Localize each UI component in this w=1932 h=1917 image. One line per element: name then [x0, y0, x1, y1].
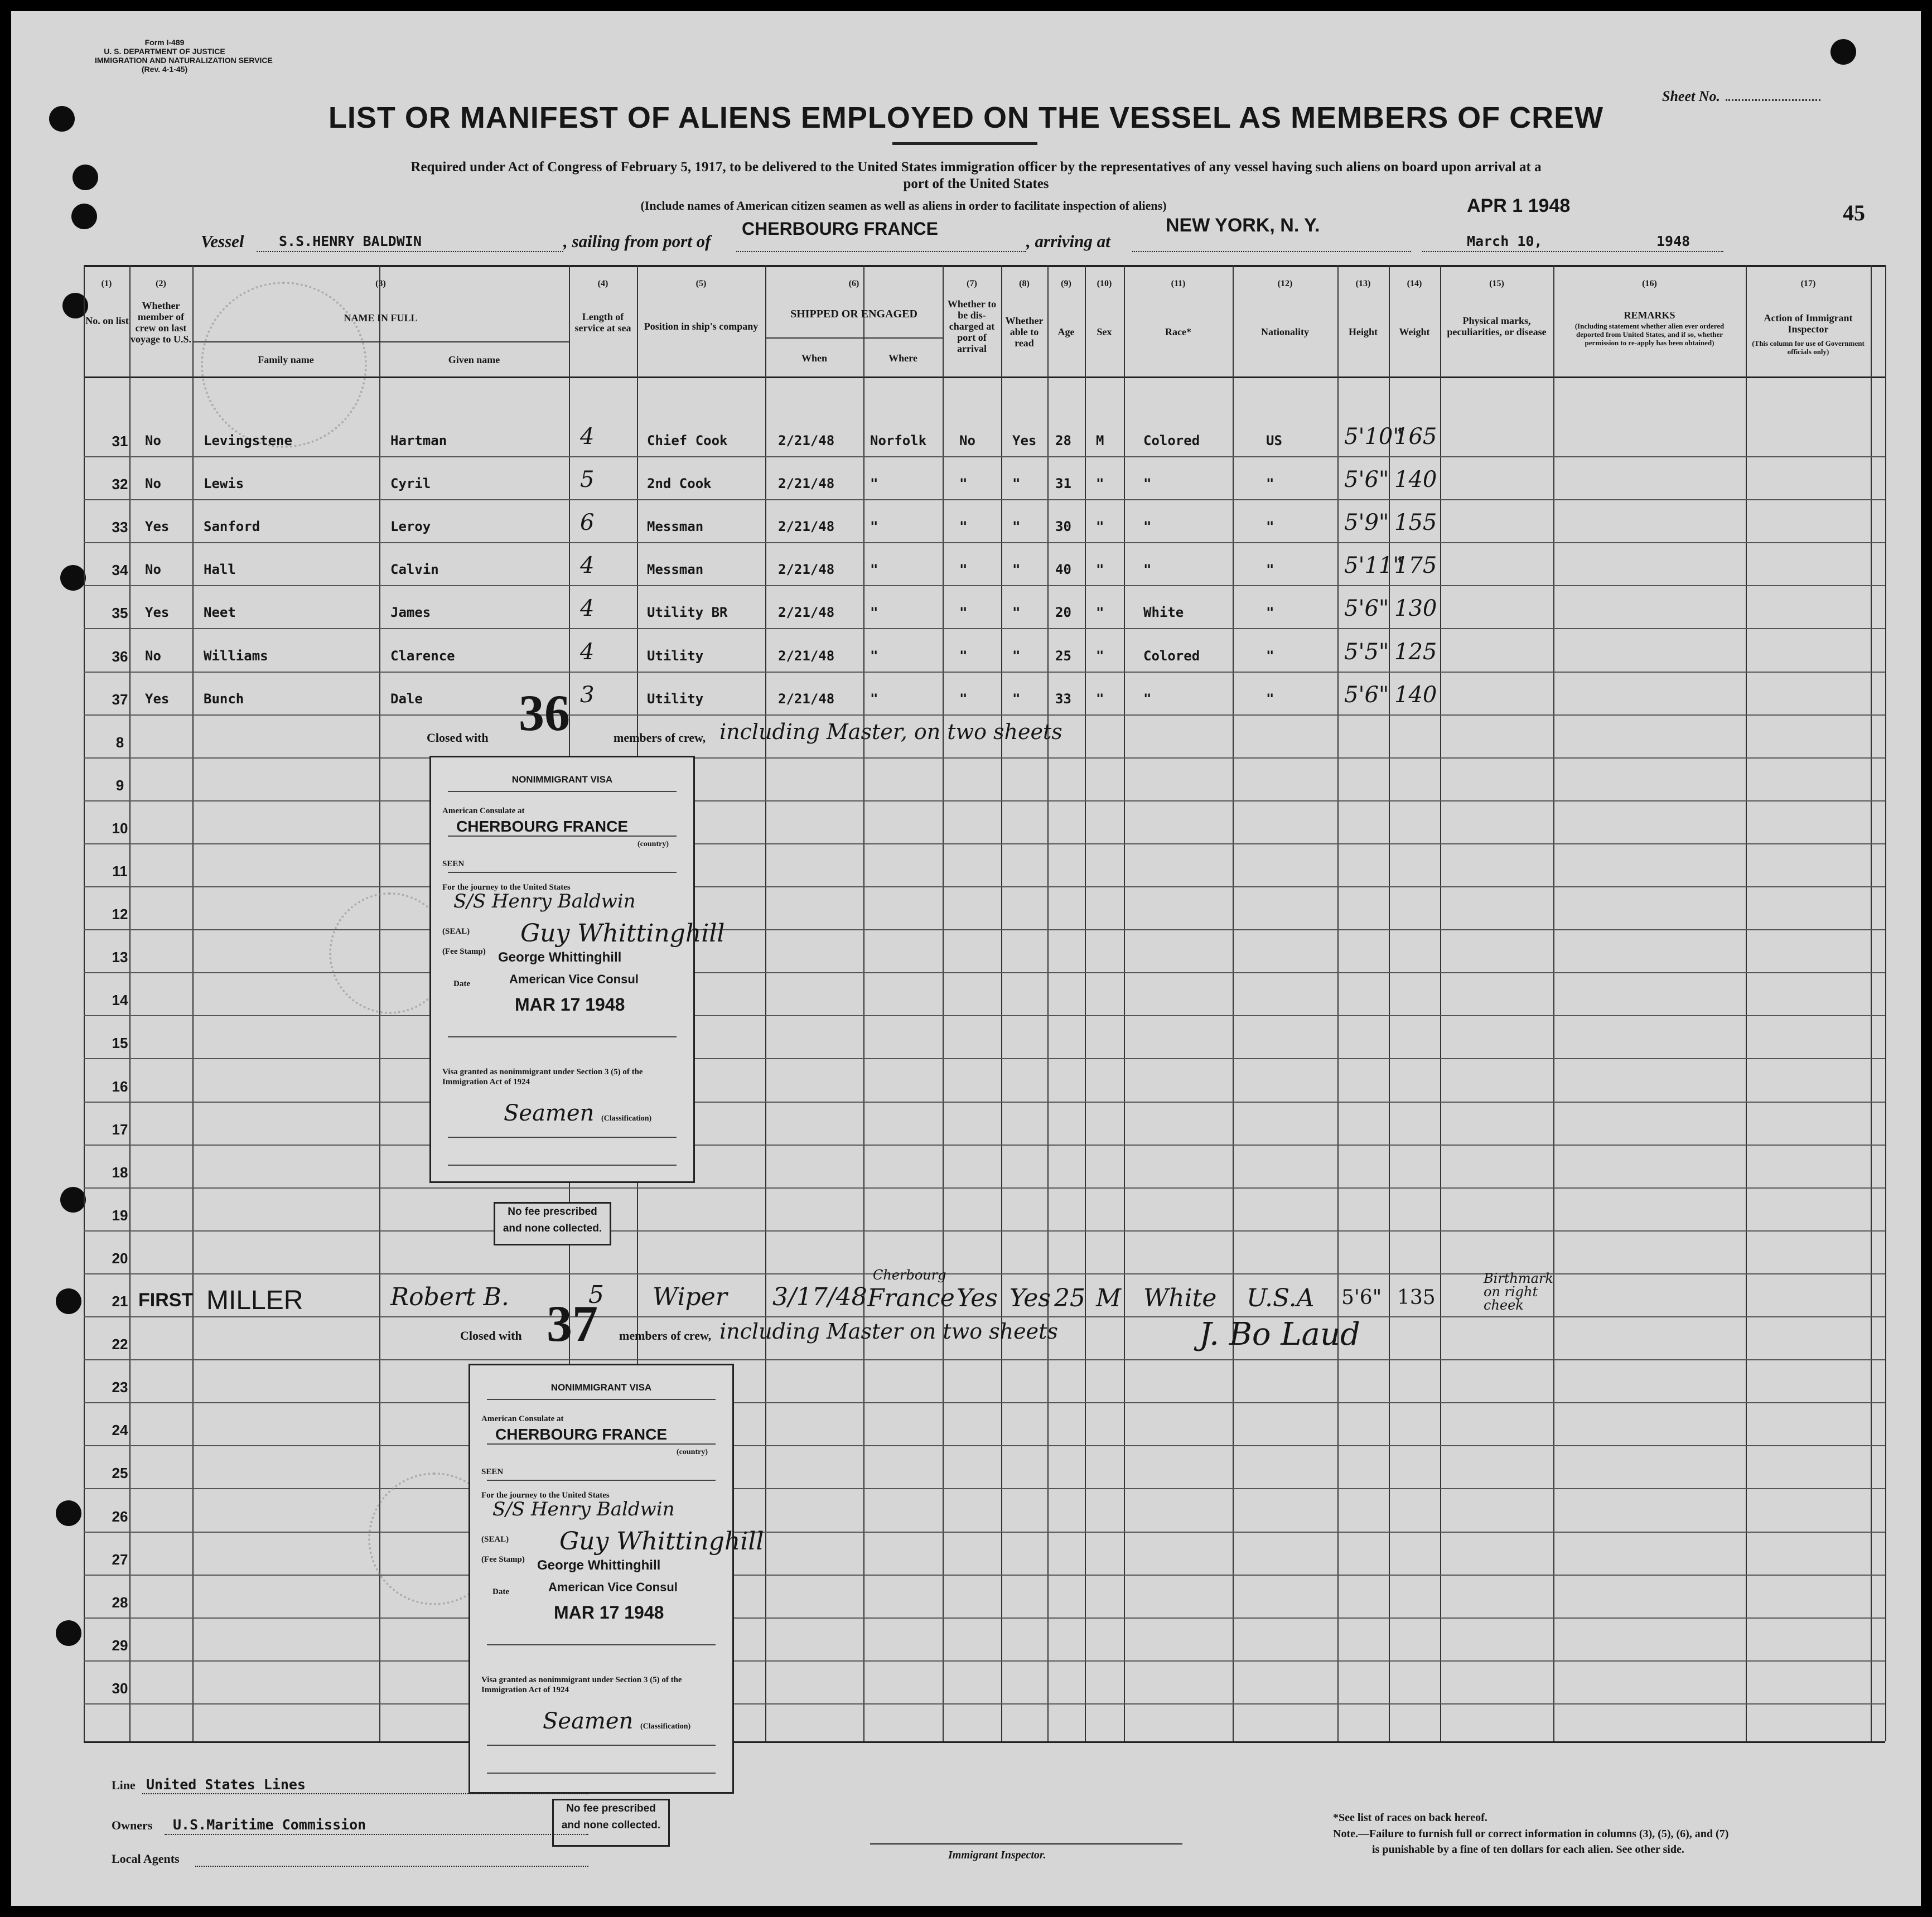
last-voyage-cell: No — [145, 562, 161, 578]
discharged-cell: Yes — [957, 1284, 998, 1312]
closed-with-label: Closed with — [427, 731, 489, 745]
races-note: *See list of races on back hereof. — [1333, 1812, 1487, 1824]
received-date-stamp: APR 1 1948 — [1467, 195, 1571, 216]
row-rule — [84, 1058, 1885, 1059]
position-cell: Messman — [647, 519, 704, 535]
sex-cell: M — [1096, 1284, 1122, 1312]
weight-cell: 165 — [1394, 424, 1437, 450]
discharged-cell: " — [959, 690, 968, 707]
row-rule — [84, 757, 1885, 759]
row-rule — [84, 1230, 1885, 1232]
vessel-name: S.S.HENRY BALDWIN — [279, 233, 422, 249]
visa-classification-label: (Classification) — [640, 1722, 691, 1731]
nationality-cell: " — [1266, 648, 1274, 664]
col-header-service: Length of service at sea — [574, 311, 631, 334]
row-number: 17 — [112, 1121, 128, 1138]
visa-consulate-label: American Consulate at — [442, 807, 525, 815]
discharged-cell: " — [959, 476, 968, 492]
visa-classification-label: (Classification) — [601, 1114, 652, 1123]
visa-ship: S/S Henry Baldwin — [453, 890, 636, 912]
age-cell: 25 — [1054, 1284, 1085, 1312]
vessel-line: Vessel — [201, 231, 244, 251]
row-number: 22 — [112, 1336, 128, 1353]
engaged-where-cell: " — [870, 562, 878, 578]
row-rule — [84, 1575, 1885, 1576]
discharged-cell: " — [959, 605, 968, 621]
no-fee-stamp: No fee prescribed and none collected. — [494, 1202, 611, 1245]
crew-count-36: 36 — [519, 684, 570, 741]
row-rule — [84, 1015, 1885, 1016]
nationality-cell: " — [1266, 562, 1274, 578]
visa-consulate-label: American Consulate at — [481, 1414, 564, 1423]
footer-note-2: is punishable by a fine of ten dollars for each alien. See other side. — [1372, 1843, 1684, 1856]
visa-classification: Seamen — [543, 1708, 634, 1734]
position-cell: Utility — [647, 648, 704, 664]
visa-date-label: Date — [492, 1587, 509, 1596]
given-name-cell: Cyril — [390, 476, 431, 492]
age-cell: 40 — [1055, 562, 1071, 578]
engaged-where-cell: " — [870, 648, 878, 664]
row-rule — [84, 585, 1885, 586]
service-cell: 3 — [580, 682, 595, 708]
members-label-2: members of crew, — [619, 1329, 712, 1343]
family-name-cell: Neet — [204, 605, 236, 621]
row-number: 25 — [112, 1465, 128, 1482]
visa-signature: Guy Whittinghill — [520, 919, 725, 948]
row-rule — [84, 1532, 1885, 1533]
row-rule — [84, 1359, 1885, 1360]
service-cell: 4 — [580, 553, 595, 579]
members-label: members of crew, — [614, 731, 706, 745]
visa-consul-title: American Vice Consul — [509, 972, 639, 986]
visa-granted: Visa granted as nonimmigrant under Section 3 (5) of the Immigration Act of 1924 — [481, 1675, 682, 1694]
col-header-no: No. on list — [85, 315, 129, 326]
required-under-act-2: port of the United States — [903, 176, 1049, 191]
punch-hole — [60, 565, 86, 591]
row-number: 11 — [112, 863, 128, 880]
given-name-cell: Calvin — [390, 562, 439, 578]
able-to-read-cell: Yes — [1012, 433, 1037, 448]
service-cell: 4 — [580, 596, 595, 622]
family-name-cell: Sanford — [204, 519, 260, 535]
row-number: 10 — [112, 819, 128, 837]
position-cell: Utility — [647, 690, 704, 707]
row-rule — [84, 542, 1885, 543]
nationality-cell: " — [1266, 690, 1274, 707]
visa-country-label: (country) — [677, 1448, 708, 1456]
engaged-when-cell: 2/21/48 — [778, 562, 835, 578]
engaged-where-cell: " — [870, 690, 878, 707]
consulate-seal — [201, 282, 367, 448]
race-cell: Colored — [1143, 648, 1200, 664]
last-voyage-cell: Yes — [145, 605, 170, 621]
arrival-port: NEW YORK, N. Y. — [1166, 215, 1320, 236]
race-cell: " — [1143, 562, 1152, 578]
engaged-where-cell: " — [870, 605, 878, 621]
row-rule — [84, 1316, 1885, 1317]
col-header-remarks: REMARKS — [1624, 310, 1675, 321]
no-fee-stamp-2: No fee prescribed and none collected. — [552, 1799, 670, 1847]
row-rule — [84, 499, 1885, 500]
row-rule — [84, 1187, 1885, 1189]
nonimmigrant-visa-stamp-2 — [468, 1364, 764, 1794]
age-cell: 31 — [1055, 476, 1071, 492]
visa-granted: Visa granted as nonimmigrant under Section 3 (5) of the Immigration Act of 1924 — [442, 1068, 643, 1087]
visa-journey: For the journey to the United States — [442, 883, 571, 892]
visa-consul-name: George Whittinghill — [498, 950, 622, 965]
row-rule — [84, 800, 1885, 801]
engaged-where-cell: " — [870, 476, 878, 492]
position-cell: 2nd Cook — [647, 476, 712, 492]
visa-title: NONIMMIGRANT VISA — [550, 1382, 652, 1393]
given-name-cell: Dale — [390, 690, 423, 707]
col-header-nationality: Nationality — [1260, 326, 1309, 337]
visa-seal-label: (SEAL) — [442, 927, 470, 936]
row-number: 33 — [112, 519, 128, 536]
footer-line-label: Line — [112, 1778, 136, 1792]
punch-hole — [56, 1620, 81, 1646]
age-cell: 20 — [1055, 605, 1071, 621]
row-number: 9 — [115, 776, 124, 794]
col-header-given: Given name — [448, 354, 500, 365]
last-voyage-cell: Yes — [145, 519, 170, 535]
height-cell: 5'5" — [1344, 639, 1389, 665]
engaged-when-cell: 2/21/48 — [778, 519, 835, 535]
row-number: 32 — [112, 476, 128, 493]
sailing-port: CHERBOURG FRANCE — [742, 219, 938, 239]
race-cell: White — [1143, 1284, 1217, 1312]
position-cell: Utility BR — [647, 605, 728, 621]
punch-hole — [73, 165, 98, 190]
row-number: 20 — [112, 1249, 128, 1267]
arrival-date: March 10, — [1467, 233, 1543, 249]
engaged-where-cell: France — [867, 1284, 955, 1312]
given-name-cell: Hartman — [390, 433, 447, 448]
able-to-read-cell: " — [1012, 562, 1021, 578]
visa-seen: SEEN — [481, 1467, 504, 1476]
punch-hole — [56, 1288, 81, 1314]
row-number: 19 — [112, 1206, 128, 1224]
weight-cell: 135 — [1397, 1286, 1436, 1309]
sex-cell: " — [1096, 562, 1104, 578]
footer-owners-label: Owners — [112, 1818, 153, 1832]
visa-date: MAR 17 1948 — [515, 994, 625, 1015]
able-to-read-cell: Yes — [1010, 1284, 1051, 1312]
col-header-height: Height — [1349, 326, 1378, 337]
row-rule — [84, 1660, 1885, 1662]
nationality-cell: " — [1266, 476, 1274, 492]
remarks-note: (Including statement whether alien ever ordered deported from United States, and if so, whether permission to re-apply has been obtained) — [1574, 322, 1725, 347]
row-rule — [84, 886, 1885, 887]
race-cell: " — [1143, 476, 1152, 492]
row-number: 29 — [112, 1636, 128, 1654]
able-to-read-cell: " — [1012, 605, 1021, 621]
arriving-label: , arriving at — [1026, 231, 1110, 251]
family-name-cell: Levingstene — [204, 433, 292, 448]
height-cell: 5'6" — [1344, 682, 1389, 708]
row-number: 34 — [112, 562, 128, 579]
service-cell: 5 — [588, 1281, 604, 1309]
col-header-family: Family name — [258, 354, 314, 365]
row-rule — [84, 1703, 1885, 1704]
footer-note-1: Note.—Failure to furnish full or correct information in columns (3), (5), (6), and (7) — [1333, 1828, 1729, 1840]
given-name-cell: Robert B. — [390, 1283, 509, 1311]
sex-cell: " — [1096, 519, 1104, 535]
row-number: 13 — [112, 949, 128, 966]
discharged-cell: No — [959, 433, 975, 448]
last-voyage-cell: Yes — [145, 690, 170, 707]
family-name-cell: MILLER — [206, 1286, 303, 1315]
visa-signature: Guy Whittinghill — [559, 1527, 764, 1556]
given-name-cell: Clarence — [390, 648, 455, 664]
service-cell: 5 — [580, 467, 595, 493]
required-under-act: Required under Act of Congress of February 5, 1917, to be delivered to the United States immigration officer by the representatives of any vessel having such aliens on board upon arrival at a — [410, 160, 1542, 175]
sex-cell: " — [1096, 648, 1104, 664]
footer-line: United States Lines — [146, 1776, 306, 1793]
family-name-cell: Bunch — [204, 690, 244, 707]
col-header-read: Whether able to read — [1005, 315, 1044, 349]
height-cell: 5'6" — [1341, 1286, 1382, 1309]
weight-cell: 155 — [1394, 510, 1437, 536]
visa-fee-stamp-label: (Fee Stamp) — [442, 947, 486, 956]
row-number: 30 — [112, 1679, 128, 1697]
col-header-marks: Physical marks, peculiarities, or disease — [1447, 315, 1547, 337]
weight-cell: 125 — [1394, 639, 1437, 665]
punch-hole — [56, 1500, 81, 1526]
row-rule — [84, 628, 1885, 629]
punch-hole — [1830, 39, 1856, 65]
engaged-where-cell: " — [870, 519, 878, 535]
col-header-weight: Weight — [1399, 326, 1430, 337]
engaged-when-cell: 2/21/48 — [778, 605, 835, 621]
col-header-name: NAME IN FULL — [344, 312, 418, 323]
service-cell: 6 — [580, 510, 595, 536]
form-identifier: Form I-489 U. S. DEPARTMENT OF JUSTICE IMMIGRATION AND NATURALIZATION SERVICE (Rev. 4-1-45) — [95, 38, 273, 74]
row-number: 14 — [112, 992, 128, 1009]
visa-fee-stamp-label: (Fee Stamp) — [481, 1555, 525, 1564]
weight-cell: 140 — [1394, 682, 1437, 708]
row-number: 8 — [115, 733, 124, 751]
service-cell: 4 — [580, 424, 595, 450]
closing-note-2: including Master on two sheets — [719, 1319, 1058, 1344]
discharged-cell: " — [959, 562, 968, 578]
col-header-age: Age — [1057, 326, 1075, 337]
position-cell: Messman — [647, 562, 704, 578]
race-cell: " — [1143, 690, 1152, 707]
height-cell: 5'6" — [1344, 467, 1389, 493]
col-header-position: Position in ship's company — [644, 321, 759, 332]
sex-cell: " — [1096, 690, 1104, 707]
include-note: (Include names of American citizen seamen as well as aliens in order to facilitate inspection of aliens) — [640, 199, 1167, 213]
engaged-when-cell: 2/21/48 — [778, 433, 835, 448]
able-to-read-cell: " — [1012, 690, 1021, 707]
crew-count-37: 37 — [547, 1295, 598, 1352]
nationality-cell: " — [1266, 605, 1274, 621]
punch-hole — [71, 204, 97, 229]
row-rule — [84, 1145, 1885, 1146]
visa-date: MAR 17 1948 — [554, 1602, 664, 1623]
weight-cell: 130 — [1394, 596, 1437, 622]
given-name-cell: Leroy — [390, 519, 431, 535]
family-name-cell: Hall — [204, 562, 236, 578]
row-rule — [84, 456, 1885, 457]
age-cell: 30 — [1055, 519, 1071, 535]
arrival-year: 1948 — [1656, 233, 1690, 249]
race-cell: " — [1143, 519, 1152, 535]
row-number: 24 — [112, 1422, 128, 1439]
visa-consul-name: George Whittinghill — [537, 1558, 661, 1573]
last-voyage-cell: FIRST — [138, 1290, 194, 1311]
visa-title: NONIMMIGRANT VISA — [511, 774, 613, 785]
race-cell: White — [1143, 605, 1184, 621]
col-header-inspector: Action of Immigrant Inspector — [1764, 312, 1853, 335]
nationality-cell: " — [1266, 519, 1274, 535]
able-to-read-cell: " — [1012, 519, 1021, 535]
sex-cell: " — [1096, 476, 1104, 492]
engaged-when-cell: 2/21/48 — [778, 476, 835, 492]
position-cell: Chief Cook — [647, 433, 728, 448]
engaged-when-cell: 2/21/48 — [778, 690, 835, 707]
row-rule — [84, 1488, 1885, 1489]
sheet-number: Sheet No. — [1662, 88, 1820, 105]
height-cell: 5'6" — [1344, 596, 1389, 622]
sailing-label: , sailing from port of — [563, 231, 711, 251]
row-number: 37 — [112, 690, 128, 708]
nationality-cell: US — [1266, 433, 1282, 448]
able-to-read-cell: " — [1012, 476, 1021, 492]
visa-consul-title: American Vice Consul — [548, 1580, 678, 1594]
height-cell: 5'10" — [1344, 424, 1403, 450]
discharged-cell: " — [959, 648, 968, 664]
col-header-last-voyage: Whether member of crew on last voyage to U.S. — [131, 300, 191, 345]
visa-city: CHERBOURG FRANCE — [456, 818, 628, 835]
closing-note: including Master, on two sheets — [719, 720, 1062, 744]
nonimmigrant-visa-stamp — [429, 756, 725, 1183]
footer-agents-label: Local Agents — [112, 1852, 180, 1866]
inspector-note: (This column for use of Government officials only) — [1752, 339, 1865, 356]
footer-owners: U.S.Maritime Commission — [173, 1817, 366, 1833]
age-cell: 28 — [1055, 433, 1071, 448]
row-rule — [84, 672, 1885, 673]
age-cell: 33 — [1055, 690, 1071, 707]
row-rule — [84, 714, 1885, 716]
title-underline — [892, 142, 1037, 145]
col-header-where: Where — [888, 353, 917, 364]
age-cell: 25 — [1055, 648, 1071, 664]
engaged-where-cell: Norfolk — [870, 433, 927, 448]
punch-hole — [60, 1187, 86, 1213]
engaged-when-cell: 2/21/48 — [778, 648, 835, 664]
visa-ship: S/S Henry Baldwin — [492, 1498, 675, 1520]
visa-seen: SEEN — [442, 859, 465, 868]
row-number: 16 — [112, 1078, 128, 1095]
manifest-sheet: Form I-489 U. S. DEPARTMENT OF JUSTICE IMMIGRATION AND NATURALIZATION SERVICE (Rev. 4-1-45) Sheet No. LIST OR MANIFEST OF ALIENS EMPLOYED ON THE VESSEL AS MEMBERS OF CREW Required under Act of Congress of February 5, 1917, to be delivered to the United States immigration officer by the representatives of any vessel having such aliens on board upon arrival at a port of the United States (Include names of American citizen seamen as well as aliens in order to facilitate inspection of aliens) APR 1 1948 45 Vessel S.S.HENRY BALDWIN , sailing from port of CHERBOURG FRANCE , arriving at NEW YORK, N. Y. March 10, 1948 (1) No. on list (2) Whether member of crew on last voyage to U.S. (3) NAME IN FULL Family name Given name (4) Length of service at sea (5) Position in ship's company (6) SHIPPED OR ENGAGED When Where (7) Whether to be dis-charged at port of arrival (8) Whether able to read (9) Age (10) Sex (11) Race* (12) Nationality (13) Height (14) Weight (15) Physical marks, peculiarities, or disease (16) REMARKS (Including statement whether alien ever ordered deported from United States, and if so, whether permission to re-apply has been obtained) (17) Action of Immigrant Inspector (This column for use of Government officials only) 31 32 33 34 35 36 37 8 9 10 11 12 13 14 15 16 17 18 19 20 21 22 23 24 25 26 27 28 29 30 No Levingstene Hartman 4 Chief Cook 2/21/48 Norfolk No Yes 28 M Colored US 5'10" 165 No Lewis Cyril 5 2nd Cook 2/21/48 " " " 31 " " " 5'6" 140 Yes Sanford Leroy 6 Messman 2/21/48 " " " 30 " " " 5'9" 155 No Hall Calvin 4 Messman 2/21/48 " " " 40 " " " 5'11" 175 Yes Neet James 4 Utility BR 2/21/48 " " " 20 " White " 5'6" 130 No Williams Clarence 4 Utility 2/21/48 " " " 25 " Colored " 5'5" 125 Yes Bunch Dale 3 Utility 2/21/48 " " " 33 " " " 5'6" 140 FIRST MILLER Robert B. 5 Wiper 3/17/48 Cherbourg France Yes Yes 25 M White U.S.A 5'6" 135 Birthmark on right cheek Closed with 36 members of crew, including Master, on two sheets NONIMMIGRANT VISA American Consulate at CHERBOURG FRANCE (country) SEEN For the journey to the United States S/S Henry Baldwin (SEAL) Guy Whittinghill (Fee Stamp) George Whittinghill Date American Vice Consul MAR 17 1948 Visa granted as nonimmigrant under Section 3 (5) of the Immigration Act of 1924 Seamen (Classification) No fee prescribed and none collected. Closed with 37 members of crew, including Master on two sheets J. Bo Laud NONIMMIGRANT VISA American Consulate at CHERBOURG FRANCE (country) SEEN For the journey to the United States S/S Henry Baldwin (SEAL) Guy Whittinghill (Fee Stamp) George Whittinghill Date American Vice Consul MAR 17 1948 Visa granted as nonimmigrant under Section 3 (5) of the Immigration Act of 1924 Seamen (Classification) No fee prescribed and none collected. Line United States Lines Owners U.S.Maritime Commission Local Agents Immigrant Inspector. *See list of races on back hereof. Note.—Failure to furnish full or correct information in columns (3), (5), (6), and (7) is punishable by a fine of ten dollars for each alien. See other side. — [11, 11, 1921, 1906]
row-number: 23 — [112, 1379, 128, 1396]
last-voyage-cell: No — [145, 433, 161, 448]
sex-cell: " — [1096, 605, 1104, 621]
weight-cell: 175 — [1394, 553, 1437, 579]
row-number: 31 — [112, 433, 128, 450]
sex-cell: M — [1096, 433, 1104, 448]
row-rule — [84, 843, 1885, 844]
visa-date-label: Date — [453, 979, 470, 988]
row-rule — [84, 1445, 1885, 1446]
engaged-when-cell: 3/17/48 — [772, 1283, 867, 1311]
height-cell: 5'9" — [1344, 510, 1389, 536]
closed-with-label-2: Closed with — [460, 1329, 522, 1343]
col-header-shipped: SHIPPED OR ENGAGED — [790, 308, 917, 320]
row-number: 36 — [112, 648, 128, 665]
row-rule — [84, 1273, 1885, 1274]
visa-journey: For the journey to the United States — [481, 1491, 610, 1500]
physical-marks-cell: Birthmark on right cheek — [1484, 1271, 1553, 1313]
weight-cell: 140 — [1394, 467, 1437, 493]
row-number: 18 — [112, 1163, 128, 1181]
officer-signature: J. Bo Laud — [1199, 1316, 1360, 1353]
family-name-cell: Williams — [204, 648, 268, 664]
engaged-where-note: Cherbourg — [873, 1267, 946, 1283]
nationality-cell: U.S.A — [1247, 1284, 1315, 1312]
visa-classification: Seamen — [504, 1100, 595, 1126]
row-number: 15 — [112, 1035, 128, 1052]
row-number: 21 — [112, 1293, 128, 1310]
col-header-when: When — [801, 353, 827, 364]
last-voyage-cell: No — [145, 648, 161, 664]
col-header-race: Race* — [1165, 326, 1191, 337]
visa-country-label: (country) — [637, 840, 669, 848]
row-number: 35 — [112, 605, 128, 622]
given-name-cell: James — [390, 605, 431, 621]
service-cell: 4 — [580, 639, 595, 665]
row-rule — [84, 1617, 1885, 1619]
col-header-discharged: Whether to be dis-charged at port of arrival — [947, 298, 997, 354]
row-number: 28 — [112, 1594, 128, 1611]
page-number: 45 — [1843, 200, 1865, 225]
row-number: 12 — [112, 906, 128, 923]
position-cell: Wiper — [653, 1283, 727, 1311]
discharged-cell: " — [959, 519, 968, 535]
inspector-signature-label: Immigrant Inspector. — [948, 1849, 1046, 1861]
document-title: LIST OR MANIFEST OF ALIENS EMPLOYED ON THE VESSEL AS MEMBERS OF CREW — [328, 101, 1604, 134]
last-voyage-cell: No — [145, 476, 161, 492]
visa-seal-label: (SEAL) — [481, 1535, 509, 1544]
visa-city: CHERBOURG FRANCE — [495, 1426, 667, 1443]
row-rule — [84, 1102, 1885, 1103]
col-header-sex: Sex — [1097, 326, 1112, 337]
row-rule — [84, 1402, 1885, 1403]
able-to-read-cell: " — [1012, 648, 1021, 664]
row-number: 26 — [112, 1508, 128, 1525]
height-cell: 5'11" — [1344, 553, 1403, 579]
race-cell: Colored — [1143, 433, 1200, 448]
family-name-cell: Lewis — [204, 476, 244, 492]
row-number: 27 — [112, 1551, 128, 1568]
